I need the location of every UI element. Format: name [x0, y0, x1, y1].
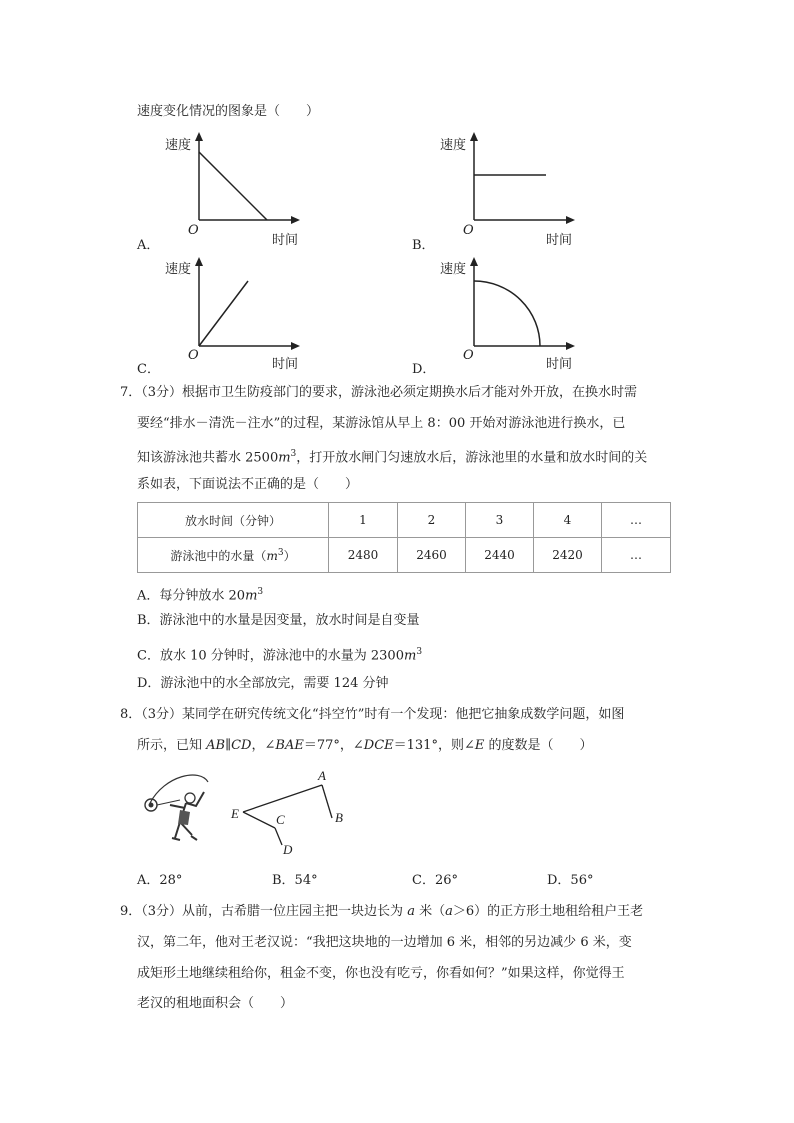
q8-option-c: C．26°: [412, 873, 458, 888]
q7-line-3: 知该游泳池共蓄水 $2500m^3$，打开放水闸门匀速放水后，游泳池里的水量和放水时间的关: [137, 449, 648, 466]
q8-option-b: B．54°: [272, 873, 318, 888]
q8-option-a: A．28°: [137, 873, 183, 888]
q6-option-c: C．: [137, 362, 160, 377]
point-a-label: A: [318, 768, 326, 783]
graph-a-y-label: 速度: [165, 138, 192, 153]
table-cell: 2480: [329, 538, 398, 573]
q7-line-1: 7．（3分）根据市卫生防疫部门的要求，游泳池必须定期换水后才能对外开放，在换水时需: [120, 385, 638, 400]
q6-option-d: D．: [412, 362, 436, 377]
table-cell: 3: [466, 503, 534, 538]
graph-c-y-label: 速度: [165, 262, 192, 277]
q8-option-d: D．56°: [547, 873, 594, 888]
table-cell: 2460: [398, 538, 466, 573]
table-cell: 1: [329, 503, 398, 538]
table-cell: …: [602, 503, 671, 538]
graph-c-origin: O: [188, 348, 199, 363]
graph-b-y-label: 速度: [440, 138, 467, 153]
table-cell: …: [602, 538, 671, 573]
q9-line-4: 老汉的租地面积会（ ）: [137, 996, 294, 1011]
q8-line-1: 8．（3分）某同学在研究传统文化“抖空竹”时有一个发现：他把它抽象成数学问题，如图: [120, 707, 625, 722]
table-cell: 2440: [466, 538, 534, 573]
q7-line-4: 系如表，下面说法不正确的是（ ）: [137, 477, 359, 492]
point-c-label: C: [276, 812, 285, 827]
graph-a-x-label: 时间: [272, 233, 299, 248]
q7-option-b: B．游泳池中的水量是因变量，放水时间是自变量: [137, 613, 420, 628]
graph-c-x-label: 时间: [272, 357, 299, 372]
q6-option-a: A．: [137, 238, 160, 253]
q7-line-2: 要经“排水－清洗－注水”的过程，某游泳馆从早上 8：00 开始对游泳池进行换水，已: [137, 416, 626, 431]
graph-d-origin: O: [463, 348, 474, 363]
graph-d-y-label: 速度: [440, 262, 467, 277]
graph-b-x-label: 时间: [546, 233, 573, 248]
graph-b-origin: O: [463, 223, 474, 238]
q8-line-2: 所示，已知 AB∥CD，∠BAE＝77°，∠DCE＝131°，则∠E 的度数是（ ）: [137, 738, 593, 753]
q9-line-2: 汉，第二年，他对王老汉说：“我把这块地的一边增加 6 米，相邻的另边减少 6 米，变: [137, 935, 632, 950]
table-header-time: 放水时间（分钟）: [138, 503, 329, 538]
q6-option-b: B．: [412, 238, 435, 253]
graph-a-origin: O: [188, 223, 199, 238]
table-cell: 2420: [534, 538, 602, 573]
table-cell: 4: [534, 503, 602, 538]
table-header-volume: 游泳池中的水量$(m^3)$: [138, 538, 329, 573]
q6-stem: 速度变化情况的图象是（ ）: [137, 104, 320, 119]
table-cell: 2: [398, 503, 466, 538]
point-b-label: B: [335, 810, 343, 825]
point-d-label: D: [283, 842, 293, 857]
point-e-label: E: [231, 806, 239, 821]
q9-line-1: 9．（3分）从前，古希腊一位庄园主把一块边长为 a 米（a＞6）的正方形土地租给租户王老: [120, 904, 644, 919]
graph-d-x-label: 时间: [546, 357, 573, 372]
q9-line-3: 成矩形土地继续租给你，租金不变，你也没有吃亏，你看如何？”如果这样，你觉得王: [137, 966, 625, 981]
q7-option-a: A．每分钟放水 $20m^3$: [137, 587, 264, 604]
q7-option-d: D．游泳池中的水全部放完，需要 124 分钟: [137, 676, 389, 691]
q7-option-c: C．放水 10 分钟时，游泳池中的水量为 $2300m^3$: [137, 647, 423, 664]
